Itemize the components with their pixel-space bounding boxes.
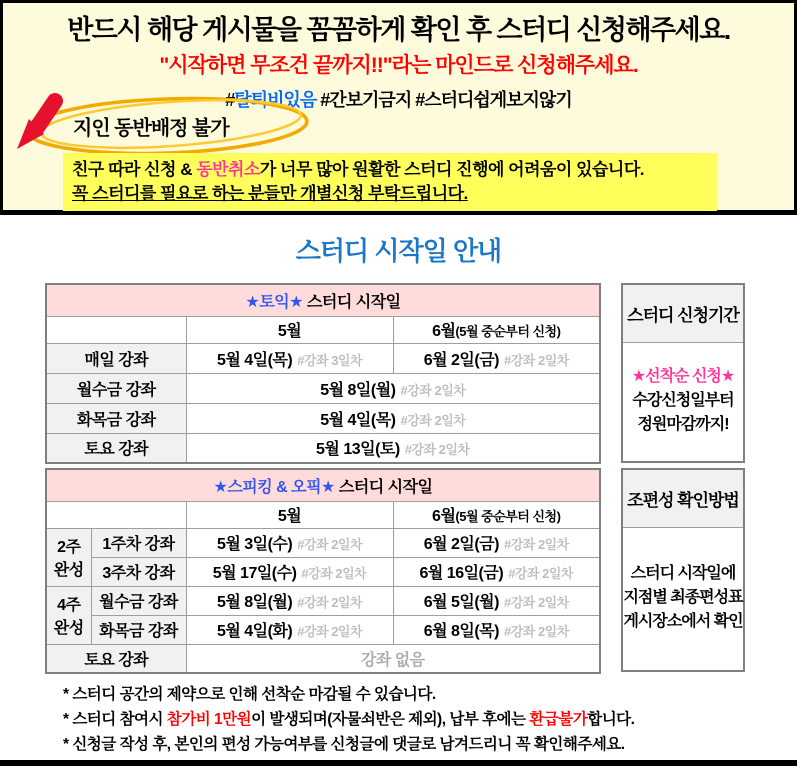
- table-row: [46, 528, 600, 557]
- table-row: [46, 433, 600, 463]
- table-row: [46, 557, 600, 586]
- date-text: 6월 5일(월): [423, 594, 499, 611]
- headline: 반드시 해당 게시물을 꼼꼼하게 확인 후 스터디 신청해주세요.: [67, 15, 730, 45]
- row-label: 매일 강좌: [46, 343, 186, 373]
- table-row: [46, 615, 600, 644]
- saturday-label: 토요 강좌: [46, 644, 186, 673]
- bottom-divider: [0, 760, 797, 766]
- saturday-cell: [186, 644, 600, 673]
- warning-line-2: 꼭 스터디를 필요로 하는 분들만 개별신청 부탁드립니다.: [72, 184, 468, 203]
- toeic-title-cell: [46, 284, 600, 316]
- group-2week: 2주 완성: [46, 528, 91, 586]
- table-row: [46, 373, 600, 403]
- group-4week: 4주 완성: [46, 586, 91, 644]
- header-notice-box: [0, 0, 797, 215]
- toeic-col-may: 5월: [186, 316, 393, 343]
- speaking-sidebar-header: 조편성 확인방법: [623, 470, 743, 528]
- cancel-word: 동반취소: [196, 160, 260, 179]
- toeic-title-text: 스터디 시작일: [303, 293, 401, 311]
- headline-sub: "시작하면 무조건 끝까지!!"라는 마인드로 신청해주세요.: [159, 54, 638, 77]
- date-text: 5월 8일(월): [216, 594, 293, 611]
- footnote-1: * 스터디 공간의 제약으로 인해 선착순 마감될 수 있습니다.: [63, 686, 436, 703]
- row-label: 1주차 강좌: [91, 528, 186, 557]
- speaking-title-text: 스터디 시작일: [334, 478, 433, 496]
- section-title: 스터디 시작일 안내: [295, 236, 502, 266]
- session-tag: #강좌 2일차: [297, 595, 363, 610]
- footnote-2: * 스터디 참여시 참가비 1만원이 발생되며(자물쇠반은 제외), 납부 후에는 환급불가합니다.: [63, 711, 635, 728]
- toeic-sidebar-header: 스터디 신청기간: [623, 285, 743, 343]
- session-tag: #강좌 3일차: [297, 352, 363, 368]
- toeic-sidebar-body: ★선착순 신청★ 수강신청일부터 정원마감까지!: [623, 343, 743, 459]
- session-tag: #강좌 2일차: [297, 537, 363, 552]
- date-text: 5월 3일(수): [216, 536, 293, 553]
- date-cell: [393, 615, 600, 644]
- session-tag: #강좌 2일차: [504, 352, 569, 368]
- date-text: 5월 8일(월): [320, 381, 396, 399]
- row-label: 월수금 강좌: [91, 586, 186, 615]
- row-label: 토요 강좌: [46, 433, 186, 463]
- date-text: 6월 2일(금): [423, 351, 499, 369]
- toeic-col-jun-note: (5월 중순부터 신청): [455, 324, 561, 339]
- table-row: [46, 644, 600, 673]
- date-cell: [186, 615, 393, 644]
- session-tag: #강좌 2일차: [301, 566, 367, 581]
- speaking-sidebar-body: 스터디 시작일에 지점별 최종편성표 게시장소에서 확인: [623, 565, 743, 630]
- toeic-title-star: ★토익★: [245, 293, 303, 311]
- date-text: 5월 17일(수): [212, 565, 297, 582]
- row-label: 월수금 강좌: [46, 373, 186, 403]
- date-text: 5월 4일(화): [216, 623, 293, 640]
- session-tag: #강좌 2일차: [503, 537, 569, 552]
- fee-text: 참가비 1만원: [166, 711, 252, 728]
- no-refund-text: 환급불가: [529, 711, 588, 728]
- first-come-label: ★선착순 신청★: [631, 368, 735, 385]
- date-text: 6월 2일(금): [423, 536, 499, 553]
- hashtag-rest: #간보기금지 #스터디쉽게보지않기: [316, 90, 572, 110]
- row-label: 화목금 강좌: [46, 403, 186, 433]
- date-cell: [186, 557, 393, 586]
- session-tag: #강좌 2일차: [503, 624, 569, 639]
- session-tag: #강좌 2일차: [400, 412, 466, 428]
- footnotes: [63, 682, 634, 757]
- speaking-title-cell: [46, 469, 600, 501]
- no-pair-stamp: [9, 91, 309, 161]
- no-class-text: 강좌 없음: [360, 651, 425, 669]
- toeic-corner-cell: [46, 316, 186, 343]
- date-text: 5월 13일(토): [316, 441, 400, 459]
- date-text: 6월 16일(금): [419, 565, 504, 582]
- speaking-sidebar: [621, 468, 745, 672]
- no-pair-stamp-label: 지인 동반배정 불가: [73, 117, 229, 140]
- pencil-icon: [36, 101, 55, 129]
- date-cell: [186, 528, 393, 557]
- date-cell: [186, 586, 393, 615]
- date-text: 6월 8일(목): [423, 623, 499, 640]
- speaking-col-may: 5월: [186, 501, 393, 528]
- table-row: [46, 586, 600, 615]
- toeic-table: [45, 283, 601, 464]
- date-cell: [186, 343, 393, 373]
- date-cell: [393, 343, 600, 373]
- speaking-corner-cell: [46, 501, 186, 528]
- session-tag: #강좌 2일차: [404, 442, 470, 458]
- toeic-sidebar: [621, 283, 745, 463]
- date-cell: [393, 557, 600, 586]
- footnote-3: * 신청글 작성 후, 본인의 편성 가능여부를 신청글에 댓글로 남겨드리니 꼭 확인해주세요.: [63, 736, 625, 753]
- hashtag-hash: #: [225, 90, 235, 110]
- session-tag: #강좌 2일차: [400, 382, 466, 398]
- toeic-col-jun: 6월(5월 중순부터 신청): [393, 316, 600, 343]
- date-cell: [186, 403, 600, 433]
- session-tag: #강좌 2일차: [508, 566, 573, 581]
- date-text: 5월 4일(목): [320, 411, 396, 429]
- speaking-title-star: ★스피킹 & 오픽★: [213, 478, 335, 496]
- date-cell: [186, 433, 600, 463]
- warning-highlight-block: [63, 153, 717, 211]
- session-tag: #강좌 2일차: [503, 595, 569, 610]
- table-row: [46, 403, 600, 433]
- date-cell: [393, 586, 600, 615]
- date-cell: [186, 373, 600, 403]
- speaking-col-jun-note: (5월 중순부터 신청): [455, 509, 561, 524]
- session-tag: #강좌 2일차: [297, 624, 363, 639]
- hashtag-word: 탈퇴비있음: [234, 90, 317, 110]
- warning-line-1: 친구 따라 신청 & 동반취소가 너무 많아 원활한 스터디 진행에 어려움이 있습니다.: [72, 160, 644, 179]
- table-row: [46, 343, 600, 373]
- date-text: 5월 4일(목): [216, 351, 293, 369]
- speaking-opic-table: [45, 468, 601, 674]
- row-label: 3주차 강좌: [91, 557, 186, 586]
- row-label: 화목금 강좌: [91, 615, 186, 644]
- speaking-col-jun: 6월(5월 중순부터 신청): [393, 501, 600, 528]
- date-cell: [393, 528, 600, 557]
